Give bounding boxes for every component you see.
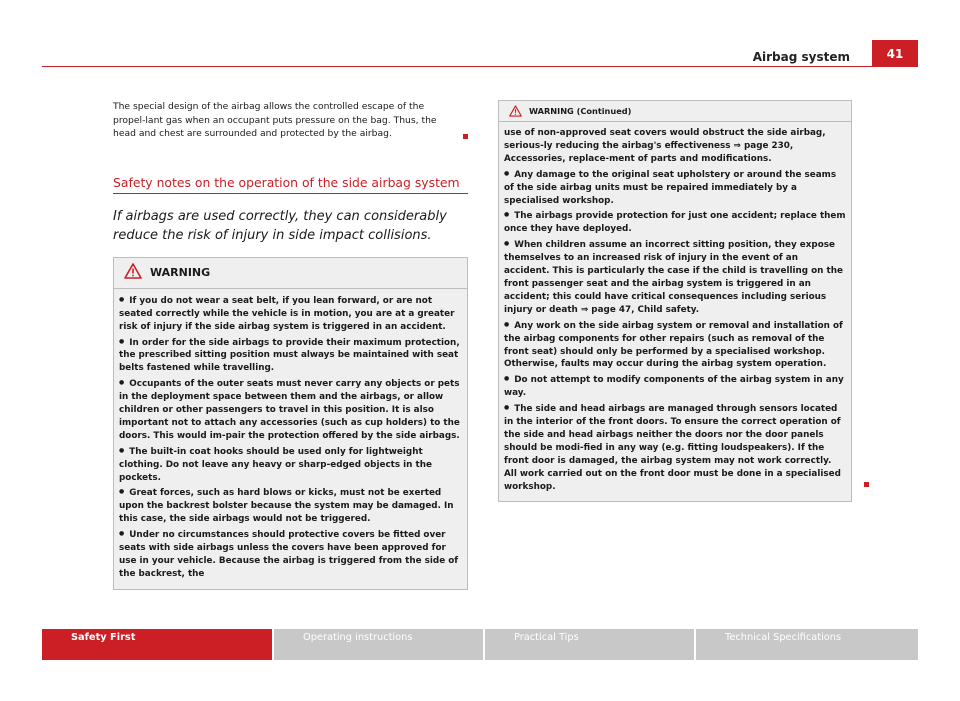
footer-nav xyxy=(42,629,918,660)
footer-tab-operating-instructions[interactable]: Operating instructions xyxy=(272,629,483,660)
warning-body xyxy=(114,289,467,589)
end-of-section-marker xyxy=(463,134,468,139)
warning-item: ● If you do not wear a seat belt, if you lean forward, or are not seated correctly while the vehicle is in motion, you are at a greater risk of injury if the side airbag system is triggered in an accident. xyxy=(119,294,462,334)
warning-item: ● Do not attempt to modify components of the airbag system in any way. xyxy=(504,373,846,400)
warning-continued-lead: use of non-approved seat covers would obstruct the side airbag, serious-ly reducing the airbag's effectiveness ⇒ page 230, Accessories, replace-ment of parts and modifications. xyxy=(504,128,826,164)
section-subtitle: If airbags are used correctly, they can considerably reduce the risk of injury in side impact collisions. xyxy=(113,208,447,243)
warning-item: ● Occupants of the outer seats must never carry any objects or pets in the deployment space between them and the airbags, or allow children or other passengers to travel in this position. It is also important not to attach any accessories (such as cup holders) to the doors. This would im-pair the protection offered by the side airbags. xyxy=(119,377,462,443)
footer-tab-practical-tips[interactable]: Practical Tips xyxy=(483,629,694,660)
footer-tab-safety-first[interactable]: Safety First xyxy=(42,629,272,660)
warning-item: ● In order for the side airbags to provide their maximum protection, the prescribed sitting position must always be maintained with seat belts fastened while travelling. xyxy=(119,336,462,376)
footer-tab-technical-specifications[interactable]: Technical Specifications xyxy=(694,629,918,660)
warning-item: ● When children assume an incorrect sitting position, they expose themselves to an increased risk of injury in the event of an accident. This is particularly the case if the child is travelling on the front passenger seat and the airbag system is triggered in an accident; this could have critical consequences including serious injury or death ⇒ page 47, Child safety. xyxy=(504,238,846,316)
intro-paragraph-block xyxy=(113,100,468,141)
warning-item: ● Any work on the side airbag system or removal and installation of the airbag components for other repairs (such as removal of the front seat) should only be performed by a specialised workshop. Otherwise, faults may occur during the airbag system operation. xyxy=(504,319,846,372)
header-rule xyxy=(42,66,918,67)
warning-continued-body xyxy=(499,122,851,501)
warning-triangle-icon xyxy=(124,263,142,283)
warning-item: ● Great forces, such as hard blows or kicks, must not be exerted upon the backrest bolster because the system may be damaged. In this case, the side airbags would not be triggered. xyxy=(119,486,462,526)
warning-item: ● Any damage to the original seat upholstery or around the seams of the side airbag units must be repaired immediately by a specialised workshop. xyxy=(504,168,846,208)
page-number: 41 xyxy=(872,40,918,67)
intro-paragraph: The special design of the airbag allows the controlled escape of the propel-lant gas when an occupant puts pressure on the bag. Thus, the head and chest are surrounded and protected by the airbag. xyxy=(113,101,437,140)
running-header-title: Airbag system xyxy=(752,50,850,64)
warning-continued-box xyxy=(498,100,852,502)
left-column xyxy=(113,100,468,590)
warning-box xyxy=(113,257,468,590)
warning-item: ● The airbags provide protection for just one accident; replace them once they have deployed. xyxy=(504,209,846,236)
warning-title: WARNING xyxy=(150,266,211,280)
warning-item: ● Under no circumstances should protective covers be fitted over seats with side airbags unless the covers have been approved for use in your vehicle. Because the airbag is triggered from the side of the backrest, the xyxy=(119,528,462,581)
warning-item: ● The built-in coat hooks should be used only for lightweight clothing. Do not leave any heavy or sharp-edged objects in the pockets. xyxy=(119,445,462,485)
warning-continued-title: WARNING (Continued) xyxy=(529,106,632,116)
warning-header xyxy=(114,258,467,289)
end-of-section-marker xyxy=(864,482,869,487)
right-column xyxy=(498,100,852,502)
section-title: Safety notes on the operation of the side airbag system xyxy=(113,175,468,194)
warning-item: ● The side and head airbags are managed through sensors located in the interior of the front doors. To ensure the correct operation of the side and head airbags neither the doors nor the door panels should be modi-fied in any way (e.g. fitting loudspeakers). If the front door is damaged, the airbag system may not work correctly. All work carried out on the front door must be done in a specialised workshop. xyxy=(504,402,846,493)
warning-continued-header xyxy=(499,101,851,122)
warning-triangle-icon xyxy=(509,102,522,121)
